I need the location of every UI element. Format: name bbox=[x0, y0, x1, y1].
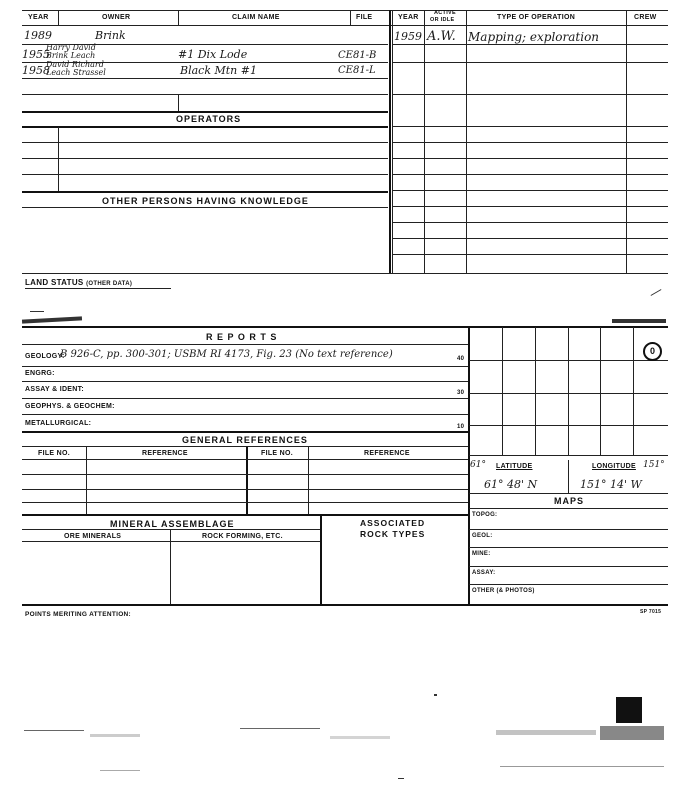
land-status-sub: (OTHER DATA) bbox=[86, 281, 133, 287]
geology-label: GEOLOGY: bbox=[25, 353, 65, 360]
maps-other: OTHER (& PHOTOS) bbox=[472, 588, 535, 594]
operation-col-year: YEAR bbox=[398, 14, 419, 21]
latitude-value: 61° 48' N bbox=[484, 478, 538, 491]
reports-title: R E P O R T S bbox=[206, 332, 278, 342]
maps-topog: TOPOG: bbox=[472, 512, 498, 518]
rock-forming-label: ROCK FORMING, ETC. bbox=[202, 533, 283, 540]
longitude-label: LONGITUDE bbox=[592, 463, 636, 470]
owner-row-2-year: 1955 bbox=[22, 48, 50, 61]
operation-col-active-1: ACTIVE bbox=[434, 10, 456, 16]
lat-prefix: 61° bbox=[470, 460, 486, 470]
owner-row-3-file: CE81-L bbox=[338, 65, 376, 76]
owner-row-1-owner: Brink bbox=[95, 29, 126, 42]
margin-number-30: 30 bbox=[457, 390, 465, 396]
operation-row-1-year: 1959 bbox=[394, 30, 422, 43]
margin-number-10: 10 bbox=[457, 424, 465, 430]
assay-ident-label: ASSAY & IDENT: bbox=[25, 386, 85, 393]
engrg-label: ENGRG: bbox=[25, 370, 55, 377]
latitude-label: LATITUDE bbox=[496, 463, 533, 470]
maps-mine: MINE: bbox=[472, 551, 491, 557]
owner-col-file: FILE bbox=[356, 14, 373, 21]
owner-row-2-owner-top: Harry David bbox=[46, 43, 96, 52]
owner-row-3-claim: Black Mtn #1 bbox=[180, 64, 257, 77]
owner-row-2-claim: #1 Dix Lode bbox=[178, 48, 248, 61]
associated-label-1: ASSOCIATED bbox=[360, 518, 426, 528]
operators-label: OPERATORS bbox=[176, 114, 242, 124]
owner-row-3-year: 1958 bbox=[22, 64, 50, 77]
operation-row-1-active: A.W. bbox=[427, 29, 456, 44]
maps-assay: ASSAY: bbox=[472, 570, 496, 576]
margin-number-40: 40 bbox=[457, 356, 465, 362]
gr-col-ref-1: REFERENCE bbox=[142, 450, 188, 457]
points-meriting-label: POINTS MERITING ATTENTION: bbox=[25, 611, 132, 618]
owner-col-year: YEAR bbox=[28, 14, 49, 21]
geology-value: B 926-C, pp. 300-301; USBM RI 4173, Fig. 23 (No text reference) bbox=[60, 349, 393, 360]
owner-row-3-owner-top: David Richard bbox=[46, 60, 104, 69]
land-status-title: LAND STATUS bbox=[25, 278, 84, 287]
owner-row-1-year: 1989 bbox=[24, 29, 52, 42]
operation-col-crew: CREW bbox=[634, 14, 657, 21]
general-references-title: GENERAL REFERENCES bbox=[182, 435, 308, 445]
associated-label-2: ROCK TYPES bbox=[360, 529, 426, 539]
owner-col-claim-name: CLAIM NAME bbox=[232, 14, 280, 21]
grid-marker-circle: 0 bbox=[643, 342, 662, 361]
gr-col-ref-2: REFERENCE bbox=[364, 450, 410, 457]
mineral-assemblage-title: MINERAL ASSEMBLAGE bbox=[110, 519, 235, 529]
operation-row-1-type: Mapping; exploration bbox=[468, 30, 600, 44]
operation-col-active-2: OR IDLE bbox=[430, 17, 455, 23]
owner-row-2-owner-bottom: Brink Leach bbox=[46, 51, 96, 60]
land-status-label bbox=[25, 278, 132, 287]
geophys-label: GEOPHYS. & GEOCHEM: bbox=[25, 403, 115, 410]
form-number: SP 7015 bbox=[640, 609, 662, 615]
operation-col-type: TYPE OF OPERATION bbox=[497, 14, 576, 21]
metallurgical-label: METALLURGICAL: bbox=[25, 420, 92, 427]
other-persons-label: OTHER PERSONS HAVING KNOWLEDGE bbox=[102, 196, 309, 206]
ore-minerals-label: ORE MINERALS bbox=[64, 533, 122, 540]
maps-title: MAPS bbox=[554, 496, 585, 506]
lon-prefix: 151° bbox=[643, 460, 665, 470]
longitude-value: 151° 14' W bbox=[580, 478, 642, 491]
owner-col-owner: OWNER bbox=[102, 14, 131, 21]
gr-col-file-2: FILE NO. bbox=[261, 450, 293, 457]
gr-col-file-1: FILE NO. bbox=[38, 450, 70, 457]
owner-row-3-owner-bottom: Leach Strassel bbox=[46, 68, 106, 77]
maps-geol: GEOL: bbox=[472, 533, 493, 539]
owner-row-2-file: CE81-B bbox=[338, 50, 377, 61]
